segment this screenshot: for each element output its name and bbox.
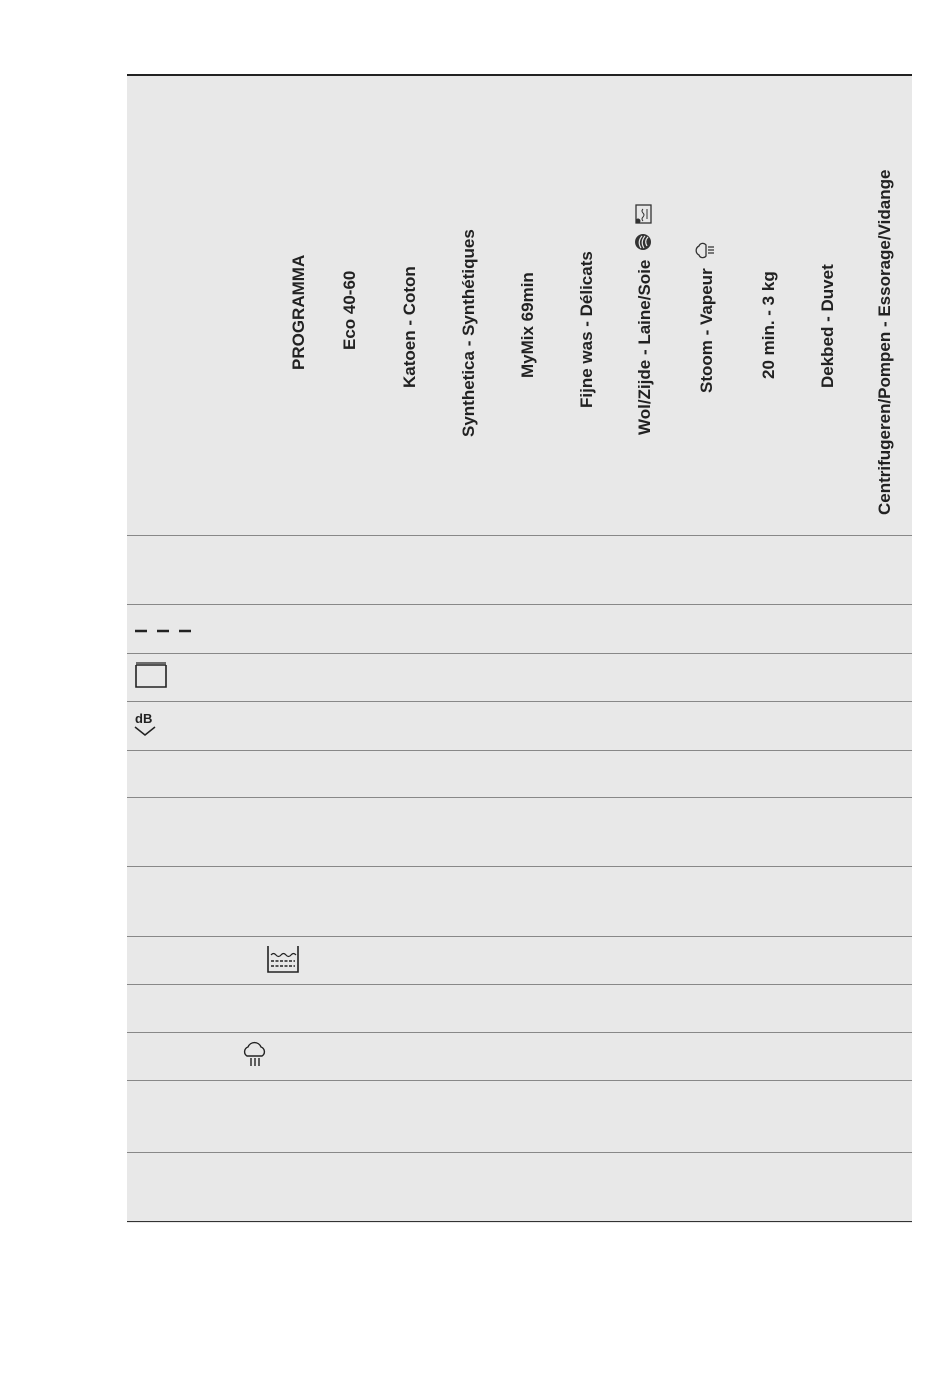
program-wol-zijde [633, 203, 658, 435]
wool-ball-icon [634, 233, 657, 251]
row-divider [127, 1152, 912, 1153]
row-divider [127, 1080, 912, 1081]
dash-display-icon [134, 626, 194, 636]
table-header [127, 76, 912, 535]
row-divider [127, 984, 912, 985]
header-programma: PROGRAMMA [289, 254, 308, 370]
steam-icon [241, 1041, 269, 1069]
program-mymix: MyMix 69min [518, 272, 537, 378]
program-dekbed: Dekbed - Duvet [818, 264, 837, 388]
program-wol-zijde-label: Wol/Zijde - Laine/Soie [634, 259, 654, 435]
row-divider [127, 797, 912, 798]
program-centrifugeren: Centrifugeren/Pompen - Essorage/Vidange [875, 169, 894, 515]
row-divider [127, 535, 912, 536]
row-divider [127, 653, 912, 654]
program-katoen: Katoen - Coton [400, 266, 419, 388]
sound-level-label: dB [135, 711, 153, 726]
row-divider [127, 701, 912, 702]
row-divider [127, 750, 912, 751]
program-fijne-was: Fijne was - Délicats [577, 251, 596, 408]
water-level-icon [266, 944, 300, 974]
row-divider [127, 1032, 912, 1033]
row-divider [127, 604, 912, 605]
row-divider [127, 866, 912, 867]
program-stoom-label: Stoom - Vapeur [696, 268, 716, 393]
hand-wash-icon [633, 203, 658, 225]
program-eco-40-60: Eco 40-60 [340, 270, 359, 350]
table-bottom-border [127, 1221, 912, 1222]
steam-icon [694, 239, 721, 261]
row-divider [127, 936, 912, 937]
program-synthetica: Synthetica - Synthétiques [459, 229, 478, 437]
sound-level-icon [133, 710, 159, 738]
display-frame-icon [134, 661, 168, 689]
program-20min: 20 min. - 3 kg [759, 271, 778, 379]
program-stoom [694, 239, 721, 393]
